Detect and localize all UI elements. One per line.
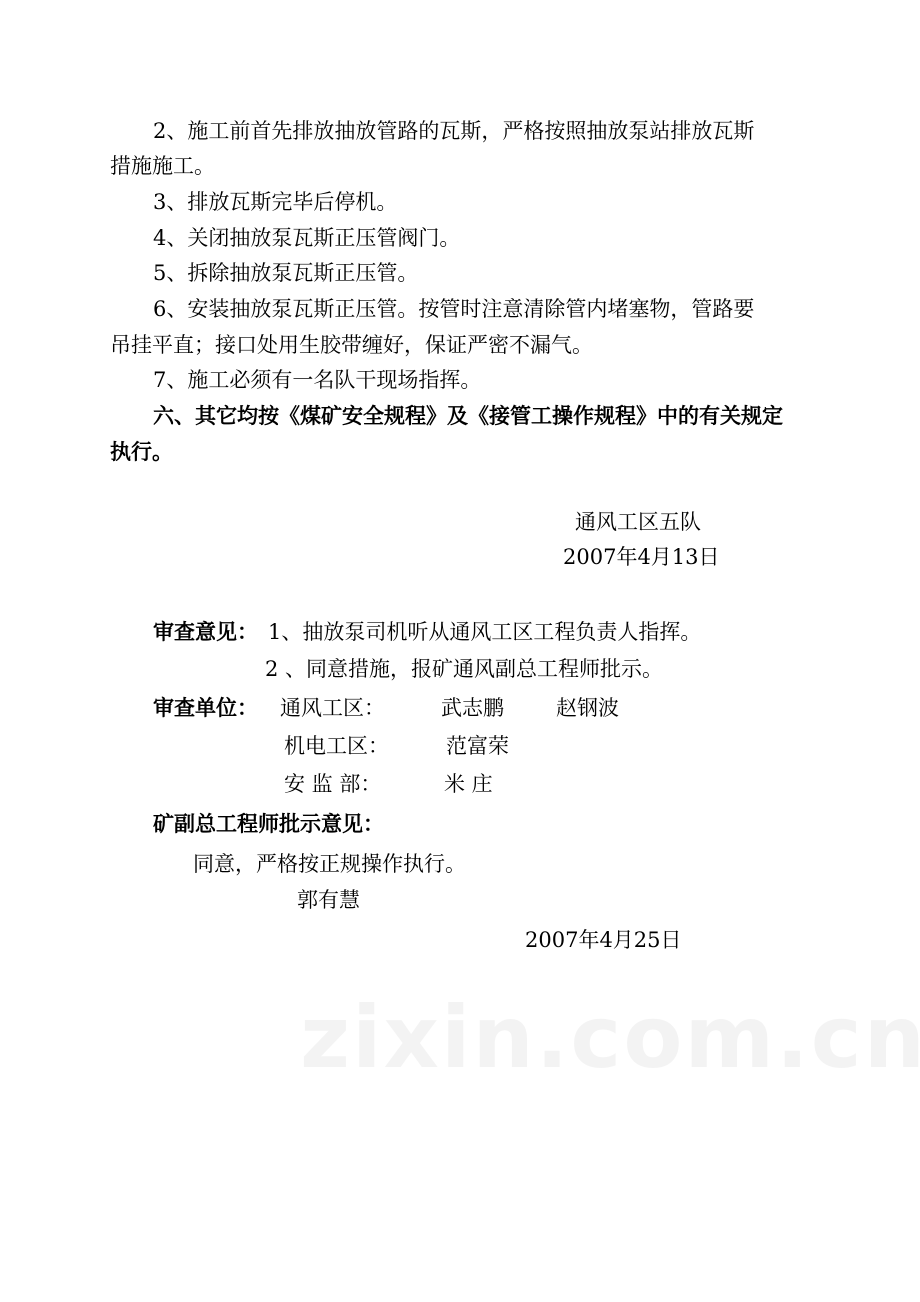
approval-text: 同意，严格按正规操作执行。	[193, 852, 466, 876]
review-unit-dept: 通风工区：	[280, 696, 385, 720]
review-unit-dept: 机电工区：	[284, 734, 389, 758]
approval-signer: 郭有慧	[297, 888, 360, 912]
review-units-label: 审查单位：	[153, 695, 258, 720]
review-unit-signer: 赵钢波	[556, 696, 619, 720]
step6-line2: 吊挂平直；接口处用生胶带缠好，保证严密不漏气。	[110, 333, 593, 357]
review-unit-signer: 范富荣	[446, 734, 509, 758]
review-unit-signer: 米 庄	[444, 772, 493, 796]
step5: 5、拆除抽放泵瓦斯正压管。	[153, 261, 419, 285]
step2-line2: 措施施工。	[110, 154, 215, 178]
signature-unit: 通风工区五队	[575, 510, 701, 534]
review-unit-dept: 安 监 部：	[284, 772, 382, 796]
step7: 7、施工必须有一名队干现场指挥。	[153, 368, 482, 392]
step2-line1: 2、施工前首先排放抽放管路的瓦斯，严格按照抽放泵站排放瓦斯	[153, 119, 755, 143]
section6-line2: 执行。	[110, 439, 173, 464]
review-opinion-2: 2 、同意措施，报矿通风副总工程师批示。	[265, 657, 664, 681]
step4: 4、关闭抽放泵瓦斯正压管阀门。	[153, 226, 461, 250]
review-opinion-1: 1、抽放泵司机听从通风工区工程负责人指挥。	[268, 620, 702, 644]
review-label: 审查意见：	[153, 619, 258, 644]
review-unit-signer: 武志鹏	[441, 696, 504, 720]
signature-date: 2007年4月13日	[563, 545, 720, 569]
section6-line1: 六、其它均按《煤矿安全规程》及《接管工操作规程》中的有关规定	[153, 403, 783, 428]
step6-line1: 6、安装抽放泵瓦斯正压管。按管时注意清除管内堵塞物，管路要	[153, 297, 755, 321]
approval-date: 2007年4月25日	[525, 928, 682, 952]
watermark	[300, 988, 920, 1088]
step3: 3、排放瓦斯完毕后停机。	[153, 190, 398, 214]
approval-label: 矿副总工程师批示意见：	[153, 811, 384, 836]
